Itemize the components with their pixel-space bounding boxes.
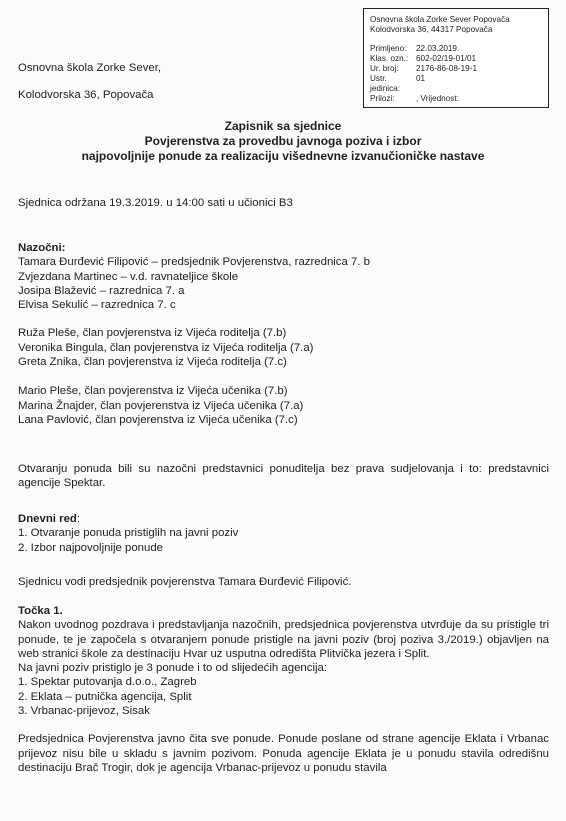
list-item: 2. Izbor najpovoljnije ponude [18, 541, 164, 554]
stamp-row: Primljeno: 22.03.2019. [370, 44, 460, 53]
sender-address [18, 61, 161, 102]
meeting-info: Sjednica održana 19.3.2019. u 14:00 sati u učionici B3 [18, 197, 293, 209]
list-item: Josipa Blažević – razrednica 7. a [18, 284, 185, 297]
paragraph: Predsjednica Povjerenstva javno čita sve ponude. Ponude poslane od strane agencije Eklata i Vrbanac prijevoz nisu bile u skladu s javnim pozivom. Ponuda agencije Eklata je u ponudu stavila odredišnu destinaciju Brač Trogir, dok je agencija Vrbanac-prijevoz u ponudu stavila [18, 733, 549, 774]
list-item: Mario Pleše, član povjerenstva iz Vijeća učenika (7.b) [18, 385, 288, 398]
stamp-school: Osnovna škola Zorke Sever Popovača [370, 15, 510, 24]
title-line: Zapisnik sa sjednice [224, 119, 342, 133]
list-item: 3. Vrbanac-prijevoz, Sisak [18, 705, 150, 718]
stamp-row: Prilozi: , Vrijednost: [370, 94, 459, 103]
paragraph: Nakon uvodnog pozdrava i predstavljanja nazočnih, predsjednica povjerenstva utvrđuje da su pristigle tri ponude, te je započela s otvaranjem ponude pristigle na javni poziv (broj poziva 3./2019.) objavljen na web stranici škole za destinaciju Hvar uz usputna odredišta Plitvička jezera i Split. [18, 619, 549, 660]
list-item: Ruža Pleše, član povjerenstva iz Vijeća roditelja (7.b) [18, 327, 287, 340]
agenda-section: Dnevni red: 1. Otvaranje ponuda pristiglih na javni poziv 2. Izbor najpovoljnije ponude [18, 512, 549, 555]
present-heading: Nazočni [18, 242, 62, 254]
document-title [0, 119, 566, 164]
title-line: najpovoljnije ponude za realizaciju višednevne izvanučioničke nastave [81, 149, 485, 163]
stamp-row: Klas. ozn.: 602-02/19-01/01 [370, 54, 477, 63]
agenda-heading: Dnevni red [18, 513, 77, 525]
list-item: Marina Žnajder, član povjerenstva iz Vijeća učenika (7.a) [18, 399, 304, 412]
list-item: 1. Spektar putovanja d.o.o., Zagreb [18, 676, 197, 689]
stamp-row: Ustr. jedinica: 01 [370, 74, 426, 93]
list-item: Veronika Bingula, član povjerenstva iz Vijeća roditelja (7.a) [18, 341, 314, 354]
title-line: Povjerenstva za provedbu javnoga poziva i izbor [144, 134, 422, 148]
chair-note: Sjednicu vodi predsjednik povjerenstva Tamara Đurđević Filipović. [18, 576, 352, 588]
opening-note: Otvaranju ponuda bili su nazočni predstavnici ponuditelja bez prava sudjelovanja i to: predstavnici agencije Spektar. [18, 463, 549, 490]
list-item: Lana Pavlović, član povjerenstva iz Vijeća učenika (7.c) [18, 413, 298, 426]
list-item: 2. Eklata – putnička agencija, Split [18, 690, 192, 703]
sender-line: Osnovna škola Zorke Sever, [18, 62, 162, 74]
sender-line: Kolodvorska 36, Popovača [18, 89, 154, 101]
point1-section [18, 604, 549, 775]
stamp-row: Ur. broj: 2176-86-08-19-1 [370, 64, 477, 73]
present-section: Nazočni: Tamara Đurđević Filipović – predsjednik Povjerenstva, razrednica 7. b Zvjezdana Martinec – v.d. ravnateljice škole Josipa Blažević – razrednica 7. a Elvisa Sekulić – razrednica 7. c Ruža Pleše, član povjerenstva iz Vijeća roditelja (7.b) Veronika Bingula, član povjerenstva iz Vijeća roditelja (7.a) Greta Znika, član povjerenstva iz Vijeća roditelja (7.c) Mario Pleše, član povjerenstva iz Vijeća učenika (7.b) Marina Žnajder, član povjerenstva iz Vijeća učenika (7.a) Lana Pavlović, član povjerenstva iz Vijeća učenika (7.c) [18, 241, 549, 427]
stamp-address: Kolodvorska 36, 44317 Popovača [370, 25, 493, 34]
list-item: Greta Znika, član povjerenstva iz Vijeća roditelja (7.c) [18, 356, 287, 369]
list-item: 1. Otvaranje ponuda pristiglih na javni poziv [18, 527, 239, 540]
point1-heading: Točka 1. [18, 605, 63, 617]
registry-stamp [363, 8, 549, 108]
list-item: Elvisa Sekulić – razrednica 7. c [18, 299, 176, 312]
list-intro: Na javni poziv pristiglo je 3 ponude i to od slijedećih agencija: [18, 662, 327, 675]
list-item: Zvjezdana Martinec – v.d. ravnateljice škole [18, 270, 239, 283]
list-item: Tamara Đurđević Filipović – predsjednik Povjerenstva, razrednica 7. b [18, 256, 371, 269]
